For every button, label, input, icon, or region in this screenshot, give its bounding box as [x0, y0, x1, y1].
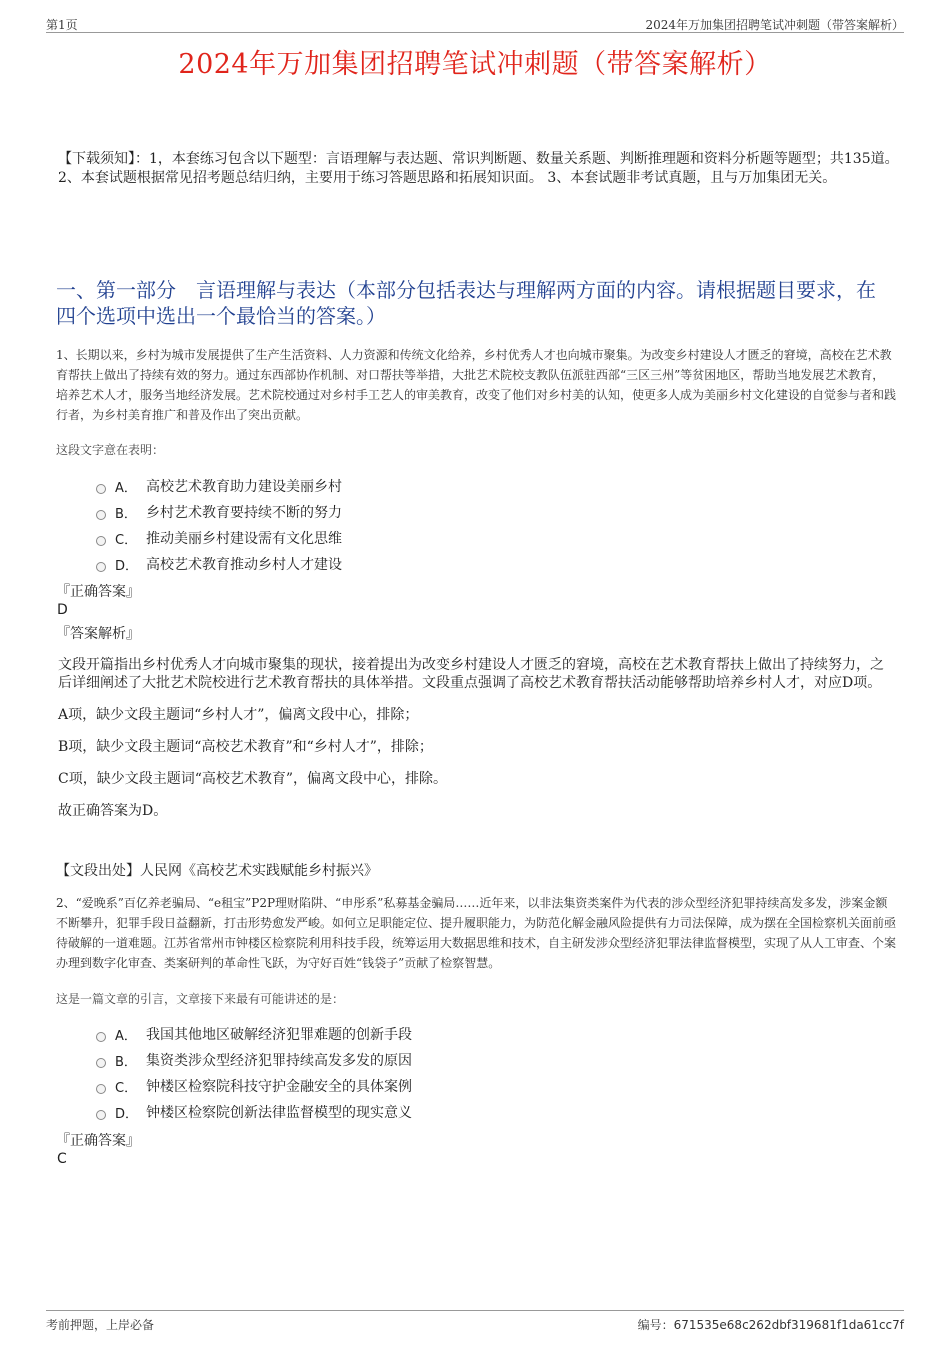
- question-1-analysis-label: 『答案解析』: [56, 626, 140, 642]
- section-heading: 一、第一部分 言语理解与表达（本部分包括表达与理解两方面的内容。请根据题目要求，在四个选项中选出一个最恰当的答案。）: [56, 278, 876, 328]
- radio-icon[interactable]: [96, 1110, 106, 1120]
- analysis-paragraph: A项，缺少文段主题词“乡村人才”，偏离文段中心，排除；: [58, 707, 419, 723]
- question-2-options: [96, 1021, 412, 1125]
- question-1-answer: D: [57, 602, 68, 618]
- download-notice: 【下载须知】：1，本套练习包含以下题型：言语理解与表达题、常识判断题、数量关系题、判断推理题和资料分析题等题型；共135道。 2、本套试题根据常见招考题总结归纳，主要用于练习答题思路和拓展知识面。 3、本套试题非考试真题，且与万加集团无关。: [58, 151, 899, 186]
- radio-icon[interactable]: [96, 1058, 106, 1068]
- footer-slogan: 考前押题，上岸必备: [46, 1318, 155, 1332]
- question-2-answer: C: [57, 1151, 67, 1167]
- question-2-text: 2、“爱晚系”百亿养老骗局、“e租宝”P2P理财陷阱、“申彤系”私募基金骗局……近年来，以非法集资类案件为代表的涉众型经济犯罪持续高发多发，涉案金额不断攀升，犯罪手段日益翻新，打击形势愈发严峻。如何立足职能定位、提升履职能力，为防范化解金融风险提供有力司法保障，成为摆在全国检察机关面前亟待破解的一道难题。江苏省常州市钟楼区检察院利用科技手段，统筹运用大数据思维和技术，自主研发涉众型经济犯罪法律监督模型，实现了从人工审查、个案办理到数字化审查、类案研判的革命性飞跃，为守好百姓“钱袋子”贡献了检察智慧。: [56, 896, 897, 970]
- analysis-paragraph: B项，缺少文段主题词“高校艺术教育”和“乡村人才”，排除；: [58, 739, 433, 755]
- footer-code: 编号：671535e68c262dbf319681f1da61cc7f: [637, 1318, 904, 1332]
- question-2-stem: 这是一篇文章的引言，文章接下来最有可能讲述的是：: [56, 992, 345, 1006]
- question-2-answer-label: 『正确答案』: [56, 1133, 140, 1149]
- radio-icon[interactable]: [96, 1032, 106, 1042]
- question-2-option-b[interactable]: B． 集资类涉众型经济犯罪持续高发多发的原因: [96, 1047, 412, 1073]
- question-1-answer-label: 『正确答案』: [56, 584, 140, 600]
- page-number: 第1页: [46, 18, 78, 32]
- radio-icon[interactable]: [96, 1084, 106, 1094]
- radio-icon[interactable]: [96, 562, 106, 572]
- question-2-option-d[interactable]: D． 钟楼区检察院创新法律监督模型的现实意义: [96, 1099, 412, 1125]
- radio-icon[interactable]: [96, 484, 106, 494]
- radio-icon[interactable]: [96, 510, 106, 520]
- analysis-paragraph: 故正确答案为D。: [58, 803, 168, 819]
- document-title: 2024年万加集团招聘笔试冲刺题（带答案解析）: [178, 49, 772, 80]
- analysis-paragraph: 文段开篇指出乡村优秀人才向城市聚集的现状，接着提出为改变乡村建设人才匮乏的窘境，高校在艺术教育帮扶上做出了持续努力，之后详细阐述了大批艺术院校进行艺术教育帮扶的具体举措。文段重点强调了高校艺术教育帮扶活动能够帮助培养乡村人才，对应D项。: [58, 657, 884, 691]
- page-footer: [46, 1310, 904, 1331]
- question-1-option-c[interactable]: C． 推动美丽乡村建设需有文化思维: [96, 525, 342, 551]
- question-1-option-d[interactable]: D． 高校艺术教育推动乡村人才建设: [96, 551, 342, 577]
- question-2-option-a[interactable]: A． 我国其他地区破解经济犯罪难题的创新手段: [96, 1021, 412, 1047]
- question-1-text: 1、长期以来，乡村为城市发展提供了生产生活资料、人力资源和传统文化给养，乡村优秀人才也向城市聚集。为改变乡村建设人才匮乏的窘境，高校在艺术教育帮扶上做出了持续有效的努力。通过东西部协作机制、对口帮扶等举措，大批艺术院校支教队伍派驻西部“三区三州”等贫困地区，帮助当地发展艺术教育，培养艺术人才，服务当地经济发展。艺术院校通过对乡村手工艺人的审美教育，改变了他们对乡村美的认知，使更多人成为美丽乡村文化建设的自觉参与者和践行者，为乡村美育推广和普及作出了突出贡献。: [56, 348, 897, 422]
- page-header: [46, 14, 904, 33]
- radio-icon[interactable]: [96, 536, 106, 546]
- question-1-stem: 这段文字意在表明：: [56, 443, 165, 457]
- analysis-paragraph: C项，缺少文段主题词“高校艺术教育”，偏离文段中心，排除。: [58, 771, 448, 787]
- question-1-options: [96, 473, 342, 577]
- header-doc-title: 2024年万加集团招聘笔试冲刺题（带答案解析）: [645, 18, 904, 32]
- question-1-analysis: [58, 656, 896, 820]
- question-2-option-c[interactable]: C． 钟楼区检察院科技守护金融安全的具体案例: [96, 1073, 412, 1099]
- question-1-option-a[interactable]: A． 高校艺术教育助力建设美丽乡村: [96, 473, 342, 499]
- question-1-source: 【文段出处】人民网《高校艺术实践赋能乡村振兴》: [56, 863, 378, 879]
- question-1-option-b[interactable]: B． 乡村艺术教育要持续不断的努力: [96, 499, 342, 525]
